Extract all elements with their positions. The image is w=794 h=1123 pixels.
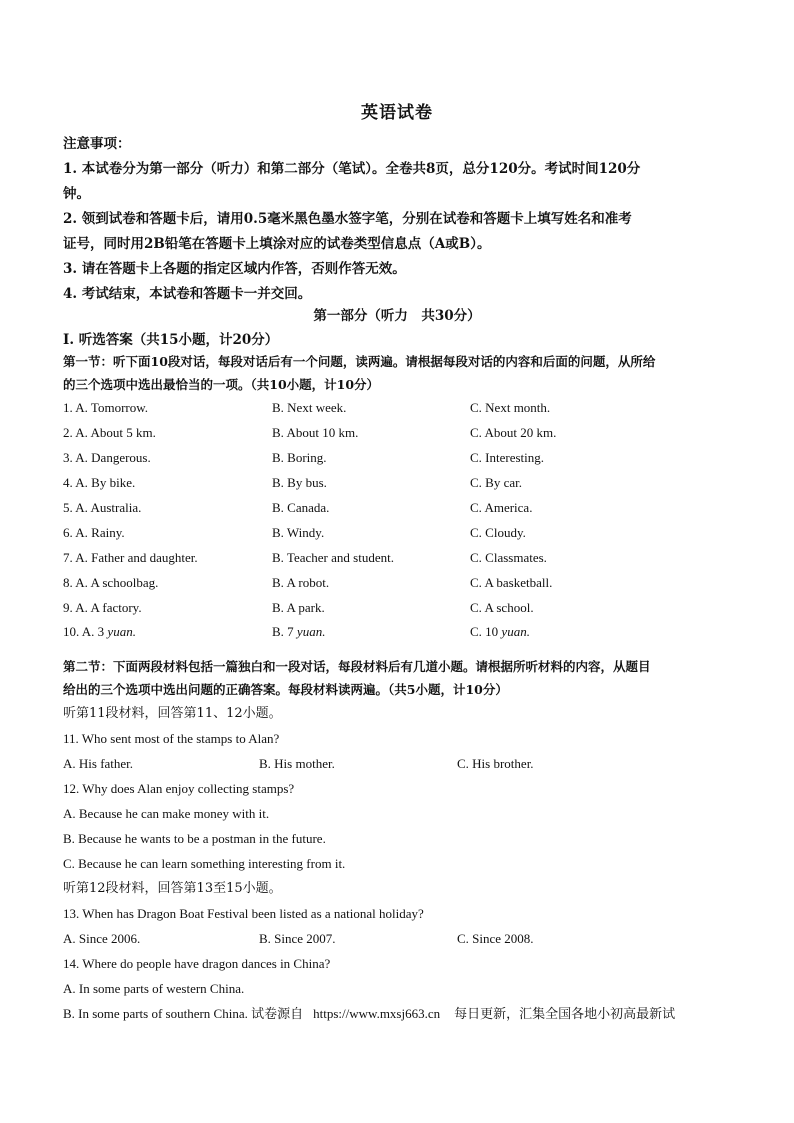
option-a: A. Since 2006. [63,931,141,946]
option-c: C. By car. [470,475,522,491]
option-b: B. About 10 km. [272,425,359,441]
question-row-9 [63,595,743,620]
notice-item-3: 3. 请在答题卡上各题的指定区域内作答，否则作答无效。 [63,261,406,277]
section1-heading: Ⅰ. 听选答案（共15小题，计20分） [63,332,279,348]
option-c: C. A school. [470,599,534,615]
option-b: B. Next week. [272,400,347,416]
notice-item-2: 2. 领到试卷和答题卡后，请用0.5毫米黑色墨水签字笔，分别在试卷和答题卡上填写姓名和准考 [63,211,632,227]
question-14-option-b: B. In some parts of southern China. 试卷源自 [63,1006,304,1021]
option-a: 8. A. A schoolbag. [63,574,159,590]
option-b: B. Windy. [272,524,325,540]
option-c: C. Cloudy. [470,524,526,540]
option-a: 4. A. By bike. [63,475,136,491]
section1 [63,330,743,645]
notice-item-1: 1. 本试卷分为第一部分（听力）和第二部分（笔试）。全卷共8页，总分120分。考试时间120分 [63,161,641,177]
section2 [63,655,743,1027]
option-c: C. 10 yuan. [470,624,530,640]
option-a: 2. A. About 5 km. [63,425,156,441]
section1-instruction-1: 第一节：听下面10段对话，每段对话后有一个问题，读两遍。请根据每段对话的内容和后面的问题，从所给 [63,354,656,369]
question-12-option-c: C. Because he can learn something interesting from it. [63,856,346,871]
material-11-note: 听第11段材料，回答第11、12小题。 [63,706,282,721]
section1-instruction-2: 的三个选项中选出最恰当的一项。（共10小题，计10分） [63,377,380,392]
question-11-options [63,751,743,776]
question-row-10 [63,620,743,645]
option-c: C. About 20 km. [470,425,557,441]
option-c: C. A basketball. [470,574,553,590]
option-b: B. Boring. [272,450,327,466]
option-a: 6. A. Rainy. [63,524,125,540]
option-a: 10. A. 3 yuan. [63,624,136,640]
notice-item-2-cont: 证号，同时用2B铅笔在答题卡上填涂对应的试卷类型信息点（A或B）。 [63,236,491,252]
section2-instruction-1: 第二节：下面两段材料包括一篇独白和一段对话，每段材料后有几道小题。请根据所听材料的内容，从题目 [63,659,651,674]
option-c: C. His brother. [457,756,534,771]
question-11: 11. Who sent most of the stamps to Alan? [63,731,280,746]
notice-item-1-cont: 钟。 [63,186,90,202]
question-14: 14. Where do people have dragon dances in China? [63,956,331,971]
option-a: 1. A. Tomorrow. [63,400,149,416]
option-b: B. 7 yuan. [272,624,326,640]
question-row-8 [63,570,743,595]
question-row-4 [63,471,743,496]
question-12-option-a: A. Because he can make money with it. [63,806,270,821]
option-b: B. Teacher and student. [272,549,394,565]
option-a: A. His father. [63,756,134,771]
option-c: C. Classmates. [470,549,547,565]
source-note: 每日更新，汇集全国各地小初高最新试 [454,1007,676,1022]
notice-block [63,132,743,307]
part1-title: 第一部分（听力 共30分） [313,308,481,324]
question-row-6 [63,520,743,545]
option-b: B. A robot. [272,574,330,590]
option-c: C. Since 2008. [457,931,534,946]
exam-title: 英语试卷 [361,103,433,123]
section2-instruction-2: 给出的三个选项中选出问题的正确答案。每段材料读两遍。（共5小题，计10分） [63,682,508,697]
option-b: B. Since 2007. [259,931,336,946]
question-14-option-b-line [63,1001,743,1027]
option-a: 3. A. Dangerous. [63,450,151,466]
question-12-option-b: B. Because he wants to be a postman in the future. [63,831,326,846]
question-12: 12. Why does Alan enjoy collecting stamps? [63,781,295,796]
notice-heading: 注意事项： [63,136,131,152]
material-12-note: 听第12段材料，回答第13至15小题。 [63,881,282,896]
question-row-2 [63,421,743,446]
question-13: 13. When has Dragon Boat Festival been listed as a national holiday? [63,906,424,921]
option-b: B. Canada. [272,500,330,515]
source-link[interactable]: https://www.mxsj663.cn [313,1006,441,1021]
option-c: C. Next month. [470,400,551,416]
question-row-5 [63,496,743,521]
option-a: 9. A. A factory. [63,599,142,615]
notice-item-4: 4. 考试结束，本试卷和答题卡一并交回。 [63,286,312,302]
question-row-7 [63,545,743,570]
question-row-1 [63,396,743,421]
option-b: B. His mother. [259,756,335,771]
question-row-3 [63,446,743,471]
option-b: B. A park. [272,599,325,615]
option-b: B. By bus. [272,475,327,491]
option-c: C. Interesting. [470,450,545,466]
option-a: 5. A. Australia. [63,500,142,515]
question-14-option-a: A. In some parts of western China. [63,981,245,996]
option-c: C. America. [470,500,533,515]
question-13-options [63,926,743,951]
question-list [63,396,743,620]
option-a: 7. A. Father and daughter. [63,549,198,565]
